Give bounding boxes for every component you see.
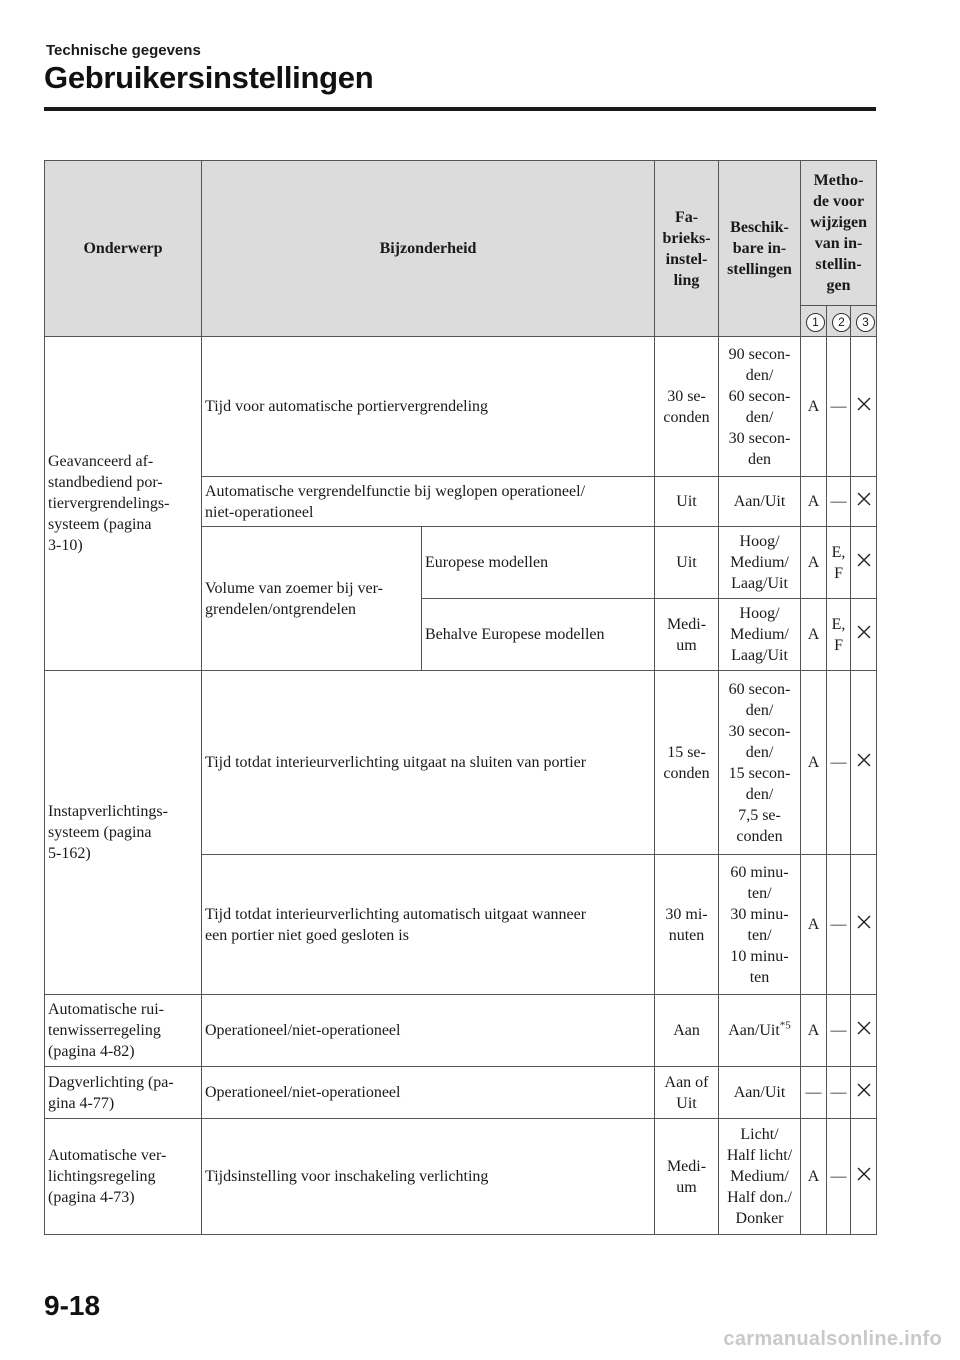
beschikbare-cell: Hoog/ Medium/ Laag/Uit <box>719 599 801 671</box>
table-row <box>45 995 877 1067</box>
bijzonderheid-cell: Volume van zoemer bij ver- grendelen/ontgrendelen <box>202 527 422 671</box>
bijzonderheid-cell: Operationeel/niet-operationeel <box>202 1067 655 1119</box>
bijzonderheid-cell: Tijd voor automatische portiervergrendeling <box>202 337 655 477</box>
method-3-badge <box>851 306 877 337</box>
header-row <box>45 161 877 306</box>
fabrieksinstelling-cell: Medi- um <box>655 1119 719 1235</box>
col-header-bijzonderheid: Bijzonderheid <box>202 161 655 337</box>
fabrieksinstelling-cell: Uit <box>655 477 719 527</box>
method-2-cell: E, F <box>827 527 851 599</box>
method-1-cell: A <box>801 855 827 995</box>
user-settings-table <box>44 160 877 1235</box>
bijzonderheid-cell: Tijd totdat interieurverlichting automatisch uitgaat wanneer een portier niet goed gesloten is <box>202 855 655 995</box>
method-3-number: 3 <box>856 313 875 332</box>
table-row <box>45 1119 877 1235</box>
bijzonderheid-cell: Operationeel/niet-operationeel <box>202 995 655 1067</box>
method-3-cell <box>851 599 877 671</box>
method-3-cell <box>851 995 877 1067</box>
sub-item-cell: Behalve Europese modellen <box>422 599 655 671</box>
cross-icon <box>856 752 872 768</box>
method-2-cell: — <box>827 671 851 855</box>
method-1-cell: — <box>801 1067 827 1119</box>
method-2-cell: — <box>827 855 851 995</box>
col-header-onderwerp: Onderwerp <box>45 161 202 337</box>
method-2-cell: — <box>827 1119 851 1235</box>
method-1-badge <box>801 306 827 337</box>
method-3-cell <box>851 855 877 995</box>
fabrieksinstelling-cell: 30 mi- nuten <box>655 855 719 995</box>
table-row <box>45 671 877 855</box>
fabrieksinstelling-cell: Medi- um <box>655 599 719 671</box>
onderwerp-cell: Automatische rui- tenwisserregeling (pagina 4-82) <box>45 995 202 1067</box>
bijzonderheid-cell: Tijd totdat interieurverlichting uitgaat na sluiten van portier <box>202 671 655 855</box>
beschikbare-cell <box>719 995 801 1067</box>
cross-icon <box>856 552 872 568</box>
onderwerp-cell: Instapverlichtings- systeem (pagina 5-162) <box>45 671 202 995</box>
method-1-cell: A <box>801 671 827 855</box>
method-1-cell: A <box>801 477 827 527</box>
method-1-cell: A <box>801 599 827 671</box>
cross-icon <box>856 914 872 930</box>
method-1-cell: A <box>801 527 827 599</box>
footnote-marker: *5 <box>779 1019 791 1032</box>
col-header-beschikbare-instellingen: Beschik- bare in- stellingen <box>719 161 801 337</box>
onderwerp-cell: Geavanceerd af- standbediend por- tiervergrendelings- systeem (pagina 3-10) <box>45 337 202 671</box>
bijzonderheid-cell: Automatische vergrendelfunctie bij weglopen operationeel/ niet-operationeel <box>202 477 655 527</box>
method-2-cell: — <box>827 1067 851 1119</box>
method-3-cell <box>851 527 877 599</box>
beschikbare-cell: Aan/Uit <box>719 477 801 527</box>
fabrieksinstelling-cell: Aan <box>655 995 719 1067</box>
method-2-cell: E, F <box>827 599 851 671</box>
table-row <box>45 337 877 477</box>
col-header-methode: Metho- de voor wijzigen van in- stellin- gen <box>801 161 877 306</box>
beschikbare-cell: Licht/ Half licht/ Medium/ Half don./ Donker <box>719 1119 801 1235</box>
beschikbare-cell: Aan/Uit <box>719 1067 801 1119</box>
beschikbare-value: Aan/Uit <box>728 1022 780 1039</box>
page-number: 9-18 <box>44 1290 101 1321</box>
onderwerp-cell: Automatische ver- lichtingsregeling (pagina 4-73) <box>45 1119 202 1235</box>
method-2-cell: — <box>827 337 851 477</box>
method-3-cell <box>851 1067 877 1119</box>
table-row <box>45 1067 877 1119</box>
method-3-cell <box>851 1119 877 1235</box>
cross-icon <box>856 1082 872 1098</box>
page-title: Gebruikersinstellingen <box>44 60 374 95</box>
fabrieksinstelling-cell: 15 se- conden <box>655 671 719 855</box>
cross-icon <box>856 396 872 412</box>
method-1-cell: A <box>801 1119 827 1235</box>
method-3-cell <box>851 477 877 527</box>
cross-icon <box>856 1166 872 1182</box>
method-1-cell: A <box>801 995 827 1067</box>
beschikbare-cell: Hoog/ Medium/ Laag/Uit <box>719 527 801 599</box>
title-divider <box>44 107 876 111</box>
cross-icon <box>856 1020 872 1036</box>
method-1-cell: A <box>801 337 827 477</box>
fabrieksinstelling-cell: Uit <box>655 527 719 599</box>
col-header-fabrieksinstelling: Fa- brieks- instel- ling <box>655 161 719 337</box>
method-2-badge <box>827 306 851 337</box>
section-label: Technische gegevens <box>46 42 201 59</box>
beschikbare-cell: 90 secon- den/ 60 secon- den/ 30 secon- den <box>719 337 801 477</box>
method-3-cell <box>851 671 877 855</box>
sub-item-cell: Europese modellen <box>422 527 655 599</box>
fabrieksinstelling-cell: 30 se- conden <box>655 337 719 477</box>
method-2-cell: — <box>827 477 851 527</box>
fabrieksinstelling-cell: Aan of Uit <box>655 1067 719 1119</box>
method-2-number: 2 <box>832 313 851 332</box>
beschikbare-cell: 60 minu- ten/ 30 minu- ten/ 10 minu- ten <box>719 855 801 995</box>
cross-icon <box>856 624 872 640</box>
method-2-cell: — <box>827 995 851 1067</box>
method-1-number: 1 <box>806 313 825 332</box>
onderwerp-cell: Dagverlichting (pa- gina 4-77) <box>45 1067 202 1119</box>
watermark: carmanualsonline.info <box>723 1328 942 1350</box>
cross-icon <box>856 491 872 507</box>
beschikbare-cell: 60 secon- den/ 30 secon- den/ 15 secon- den/ 7,5 se- conden <box>719 671 801 855</box>
bijzonderheid-cell: Tijdsinstelling voor inschakeling verlichting <box>202 1119 655 1235</box>
method-3-cell <box>851 337 877 477</box>
